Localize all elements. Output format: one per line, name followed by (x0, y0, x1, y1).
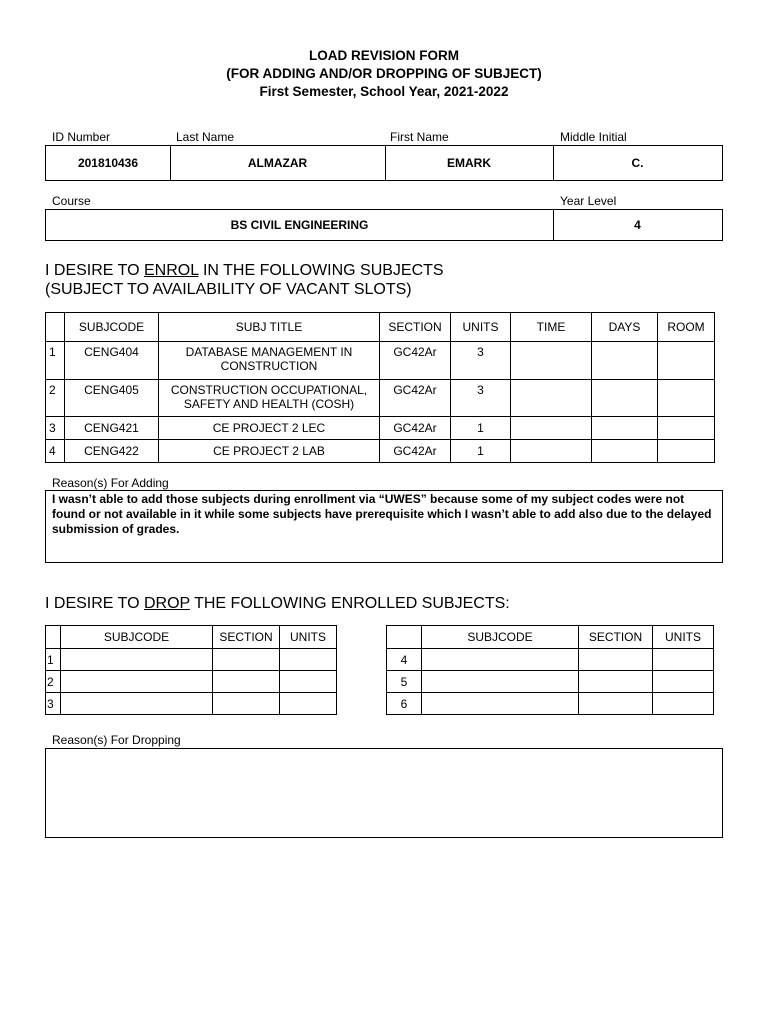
table-row (46, 417, 715, 440)
subjcode-cell[interactable]: CENG404 (65, 342, 159, 380)
subjcode-cell[interactable]: CENG405 (65, 380, 159, 417)
section-cell[interactable] (579, 693, 653, 715)
reason-adding-label: Reason(s) For Adding (52, 476, 169, 490)
row-number: 6 (387, 693, 422, 715)
units-cell[interactable]: 3 (451, 380, 511, 417)
room-cell[interactable] (658, 440, 715, 463)
table-row (46, 693, 337, 715)
enrol-section-title: I DESIRE TO ENROL IN THE FOLLOWING SUBJECTS (45, 262, 444, 279)
table-row (46, 440, 715, 463)
drop-table-right (386, 625, 714, 715)
subjcode-cell[interactable] (422, 671, 579, 693)
section-cell[interactable]: GC42Ar (380, 440, 451, 463)
days-cell[interactable] (592, 417, 658, 440)
subjcode-cell[interactable]: CENG422 (65, 440, 159, 463)
row-number: 1 (46, 649, 61, 671)
enrol-keyword: ENROL (144, 262, 199, 279)
enrol-table (45, 312, 715, 463)
first-name-label: First Name (390, 130, 449, 144)
table-row (387, 671, 714, 693)
col-subjcode-header: SUBJCODE (422, 626, 579, 649)
units-cell[interactable]: 1 (451, 417, 511, 440)
row-number: 1 (46, 342, 65, 380)
row-number: 2 (46, 671, 61, 693)
last-name-field[interactable]: ALMAZAR (247, 156, 308, 170)
room-cell[interactable] (658, 417, 715, 440)
col-days-header: DAYS (592, 313, 658, 342)
days-cell[interactable] (592, 380, 658, 417)
subjtitle-cell[interactable]: CONSTRUCTION OCCUPATIONAL, SAFETY AND HEALTH (COSH) (159, 380, 380, 417)
time-cell[interactable] (511, 440, 592, 463)
col-units-header: UNITS (451, 313, 511, 342)
drop-left-header (46, 626, 337, 649)
row-number: 3 (46, 417, 65, 440)
units-cell[interactable] (280, 649, 337, 671)
table-row (46, 342, 715, 380)
room-cell[interactable] (658, 380, 715, 417)
col-units-header: UNITS (653, 626, 714, 649)
id-number-field[interactable]: 201810436 (77, 156, 139, 170)
table-row (46, 671, 337, 693)
table-row (387, 649, 714, 671)
time-cell[interactable] (511, 417, 592, 440)
section-cell[interactable] (213, 693, 280, 715)
col-subjtitle-header: SUBJ TITLE (159, 313, 380, 342)
section-cell[interactable]: GC42Ar (380, 342, 451, 380)
units-cell[interactable] (280, 693, 337, 715)
drop-table-left (45, 625, 337, 715)
col-subjcode-header: SUBJCODE (65, 313, 159, 342)
reason-dropping-label: Reason(s) For Dropping (52, 733, 181, 747)
col-section-header: SECTION (380, 313, 451, 342)
middle-initial-label: Middle Initial (560, 130, 627, 144)
subjcode-cell[interactable]: CENG421 (65, 417, 159, 440)
last-name-label: Last Name (176, 130, 235, 144)
form-title: LOAD REVISION FORM (308, 48, 459, 63)
col-time-header: TIME (511, 313, 592, 342)
row-number: 2 (46, 380, 65, 417)
table-row (46, 380, 715, 417)
enrol-section-subtitle: (SUBJECT TO AVAILABILITY OF VACANT SLOTS) (45, 281, 412, 298)
reason-dropping-field[interactable] (45, 748, 723, 838)
reason-adding-field[interactable]: I wasn’t able to add those subjects during enrollment via “UWES” because some of my subject codes were not found or not available in it while some subjects have prerequisite which I wasn’t able to add also due to the delayed submission of grades. (45, 490, 723, 563)
time-cell[interactable] (511, 380, 592, 417)
units-cell[interactable]: 3 (451, 342, 511, 380)
section-cell[interactable] (579, 649, 653, 671)
form-subtitle: (FOR ADDING AND/OR DROPPING OF SUBJECT) (226, 66, 542, 81)
section-cell[interactable] (213, 671, 280, 693)
drop-right-header (387, 626, 714, 649)
section-cell[interactable]: GC42Ar (380, 380, 451, 417)
col-section-header: SECTION (579, 626, 653, 649)
subjcode-cell[interactable] (422, 649, 579, 671)
col-units-header: UNITS (280, 626, 337, 649)
days-cell[interactable] (592, 440, 658, 463)
units-cell[interactable]: 1 (451, 440, 511, 463)
subjcode-cell[interactable] (422, 693, 579, 715)
student-name-row (45, 145, 723, 181)
col-number-header (46, 313, 65, 342)
subjtitle-cell[interactable]: CE PROJECT 2 LEC (159, 417, 380, 440)
row-number: 4 (46, 440, 65, 463)
middle-initial-field[interactable]: C. (631, 156, 644, 170)
row-number: 5 (387, 671, 422, 693)
units-cell[interactable] (653, 671, 714, 693)
course-field[interactable]: BS CIVIL ENGINEERING (230, 218, 369, 232)
subjcode-cell[interactable] (61, 671, 213, 693)
units-cell[interactable] (280, 671, 337, 693)
enrol-table-header (46, 313, 715, 342)
course-row (45, 209, 723, 241)
table-row (387, 693, 714, 715)
units-cell[interactable] (653, 693, 714, 715)
col-room-header: ROOM (658, 313, 715, 342)
subjtitle-cell[interactable]: CE PROJECT 2 LAB (159, 440, 380, 463)
form-semester: First Semester, School Year, 2021-2022 (259, 84, 509, 99)
drop-keyword: DROP (144, 595, 190, 612)
table-row (46, 649, 337, 671)
section-cell[interactable] (579, 671, 653, 693)
section-cell[interactable] (213, 649, 280, 671)
subjcode-cell[interactable] (61, 649, 213, 671)
year-level-label: Year Level (560, 194, 617, 208)
subjcode-cell[interactable] (61, 693, 213, 715)
drop-section-title: I DESIRE TO DROP THE FOLLOWING ENROLLED SUBJECTS: (45, 595, 510, 612)
room-cell[interactable] (658, 342, 715, 380)
col-subjcode-header: SUBJCODE (61, 626, 213, 649)
units-cell[interactable] (653, 649, 714, 671)
first-name-field[interactable]: EMARK (447, 156, 491, 170)
course-label: Course (52, 194, 91, 208)
time-cell[interactable] (511, 342, 592, 380)
section-cell[interactable]: GC42Ar (380, 417, 451, 440)
year-level-field[interactable]: 4 (634, 218, 641, 232)
col-section-header: SECTION (213, 626, 280, 649)
row-number: 3 (46, 693, 61, 715)
row-number: 4 (387, 649, 422, 671)
subjtitle-cell[interactable]: DATABASE MANAGEMENT IN CONSTRUCTION (159, 342, 380, 380)
id-number-label: ID Number (52, 130, 111, 144)
days-cell[interactable] (592, 342, 658, 380)
